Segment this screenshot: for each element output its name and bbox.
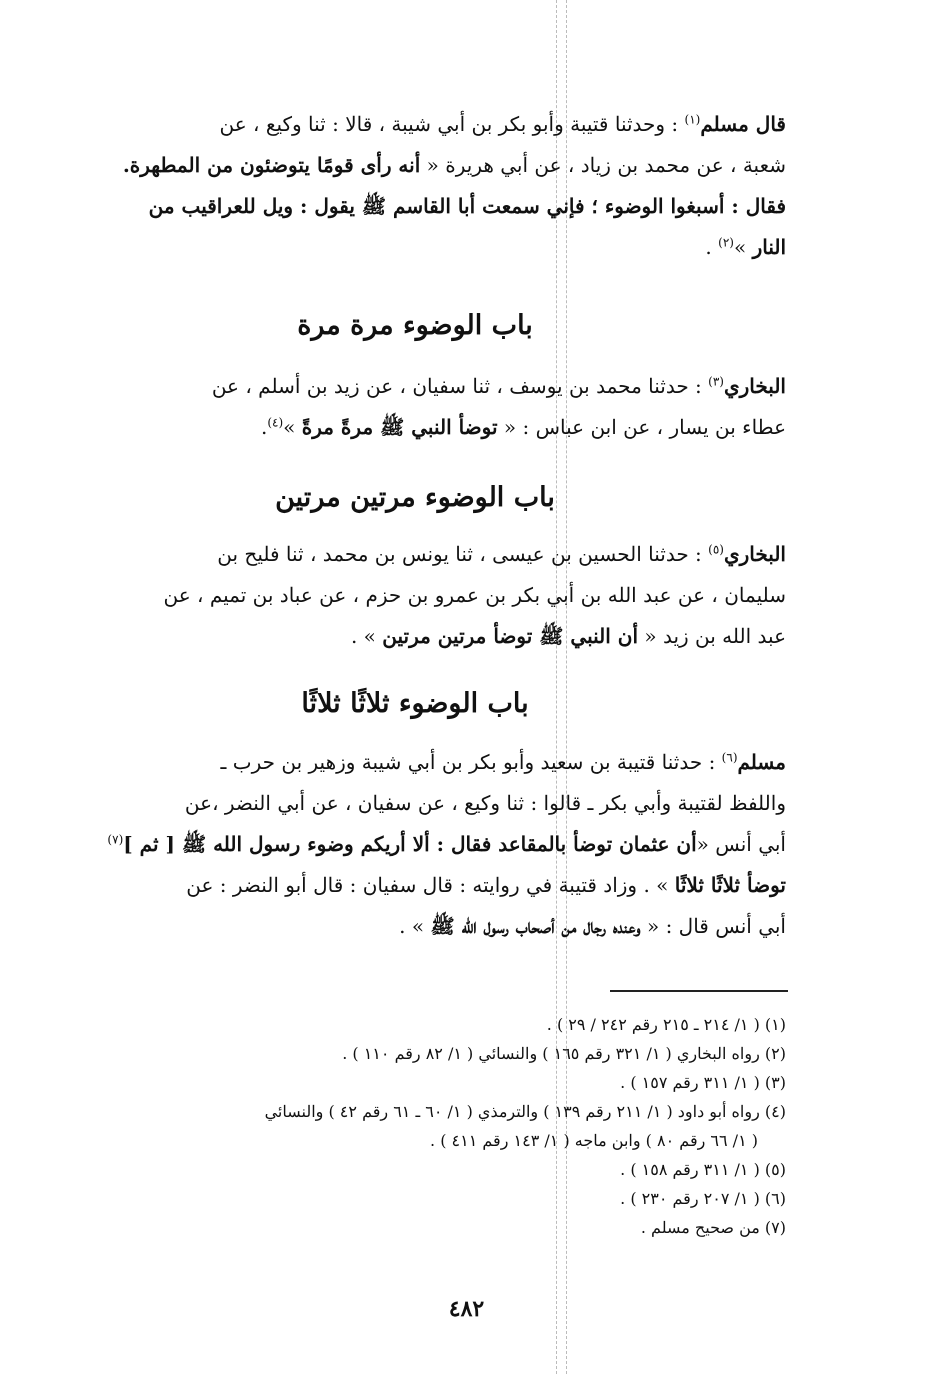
text-line	[44, 906, 786, 947]
text-line: واللفظ لقتيبة وأبي بكر ـ قالوا : ثنا وكيع ، عن سفيان ، عن أبي النضر ،عن	[184, 791, 786, 815]
text-line	[44, 824, 786, 865]
page-number: ٤٨٢	[448, 1296, 485, 1322]
hadith-paragraph-4	[44, 742, 786, 947]
text-segment: » .	[350, 624, 383, 648]
footnote-ref: (٦)	[721, 750, 738, 765]
hadith-text: النار	[752, 235, 786, 259]
text-line	[44, 534, 786, 575]
text-line: سليمان ، عن عبد الله بن أبي بكر بن عمرو بن حزم ، عن عباد بن تميم ، عن	[163, 583, 786, 607]
text-segment: شعبة ، عن محمد بن زياد ، عن أبي هريرة «	[420, 153, 786, 177]
hadith-text: توضأ ثلاثًا ثلاثًا	[674, 873, 786, 897]
text-segment: : حدثنا محمد بن يوسف ، ثنا سفيان ، عن زيد بن أسلم ، عن	[211, 374, 709, 398]
hadith-paragraph-1	[44, 104, 786, 268]
chapter-heading-3: باب الوضوء ثلاثًا ثلاثًا	[301, 688, 529, 719]
footnote-divider	[610, 990, 788, 992]
footnote-ref: (٥)	[708, 542, 724, 557]
text-segment: : حدثنا الحسين بن عيسى ، ثنا يونس بن محمد ، ثنا فليح بن	[217, 542, 709, 566]
text-segment: : وحدثنا قتيبة وأبو بكر بن أبي شيبة ، قالا : ثنا وكيع ، عن	[219, 112, 685, 136]
text-segment: »	[283, 415, 302, 439]
text-segment: عبد الله بن زيد «	[638, 624, 786, 648]
text-line	[44, 407, 786, 448]
chapter-heading-1: باب الوضوء مرة مرة	[297, 310, 533, 341]
footnote-ref: (٢)	[718, 235, 734, 250]
footnote-item: (٣) ( ١/ ٣١١ رقم ١٥٧ ) .	[620, 1073, 786, 1092]
narrator-name: البخاري	[723, 542, 786, 566]
narrator-name: مسلم	[737, 750, 786, 774]
hadith-text: أن عثمان توضأ بالمقاعد فقال : ألا أريكم وضوء رسول الله ﷺ [ ثم ]	[123, 832, 697, 856]
footnote-item: (٤) رواه أبو داود ( ١/ ٢١١ رقم ١٣٩ ) والترمذي ( ١/ ٦٠ ـ ٦١ رقم ٤٢ ) والنسائي	[264, 1102, 786, 1121]
footnotes	[44, 1010, 786, 1242]
footnote-ref: (٤)	[267, 415, 284, 430]
text-segment: : حدثنا قتيبة بن سعيد وأبو بكر بن أبي شيبة وزهير بن حرب ـ	[220, 750, 722, 774]
text-segment: أبي أنس «	[696, 832, 786, 856]
text-line	[44, 104, 786, 145]
narrator-name: قال مسلم	[700, 112, 786, 136]
text-segment: .	[705, 235, 719, 259]
text-segment: »	[733, 235, 753, 259]
text-segment: أبي أنس قال : «	[640, 914, 786, 938]
text-line	[44, 227, 786, 268]
hadith-text: توضأ النبي ﷺ مرةً مرةً	[301, 415, 498, 439]
footnote-ref: (١)	[684, 112, 701, 127]
text-line	[44, 865, 786, 906]
footnote-item: (٧) من صحيح مسلم .	[640, 1218, 786, 1237]
footnote-item: (٢) رواه البخاري ( ١/ ٣٢١ رقم ١٦٥ ) والنسائي ( ١/ ٨٢ رقم ١١٠ ) .	[342, 1044, 786, 1063]
text-segment: » . وزاد قتيبة في روايته : قال سفيان : قال أبو النضر : عن	[186, 873, 675, 897]
text-line	[44, 616, 786, 657]
footnote-item: (٥) ( ١/ ٣١١ رقم ١٥٨ ) .	[620, 1160, 786, 1179]
chapter-heading-2: باب الوضوء مرتين مرتين	[275, 482, 555, 513]
text-line	[44, 742, 786, 783]
hadith-text: أن النبي ﷺ توضأ مرتين مرتين	[382, 624, 638, 648]
text-segment: .	[260, 415, 268, 439]
hadith-paragraph-3	[44, 534, 786, 657]
narrator-name: البخاري	[723, 374, 786, 398]
hadith-text-line: فقال : أسبغوا الوضوء ؛ فإني سمعت أبا القاسم ﷺ يقول : ويل للعراقيب من	[148, 194, 786, 218]
hadith-text: وعنده رجال من أصحاب رسول الله ﷺ	[430, 914, 641, 938]
text-segment: » .	[399, 914, 431, 938]
hadith-text: أنه رأى قومًا يتوضئون من المطهرة.	[122, 153, 421, 177]
footnote-ref: (٧)	[107, 832, 124, 847]
footnote-item: (٦) ( ١/ ٢٠٧ رقم ٢٣٠ ) .	[620, 1189, 786, 1208]
footnote-item: (١) ( ١/ ٢١٤ ـ ٢١٥ رقم ٢٤٢ / ٢٩ ) .	[546, 1015, 786, 1034]
footnote-item-continuation: ( ١/ ٦٦ رقم ٨٠ ) وابن ماجه ( ١/ ١٤٣ رقم ٤١١ ) .	[430, 1131, 758, 1150]
footnote-ref: (٣)	[708, 374, 724, 389]
text-segment: عطاء بن يسار ، عن ابن عباس : «	[497, 415, 786, 439]
hadith-paragraph-2	[44, 366, 786, 448]
text-line	[44, 366, 786, 407]
text-line	[44, 145, 786, 186]
